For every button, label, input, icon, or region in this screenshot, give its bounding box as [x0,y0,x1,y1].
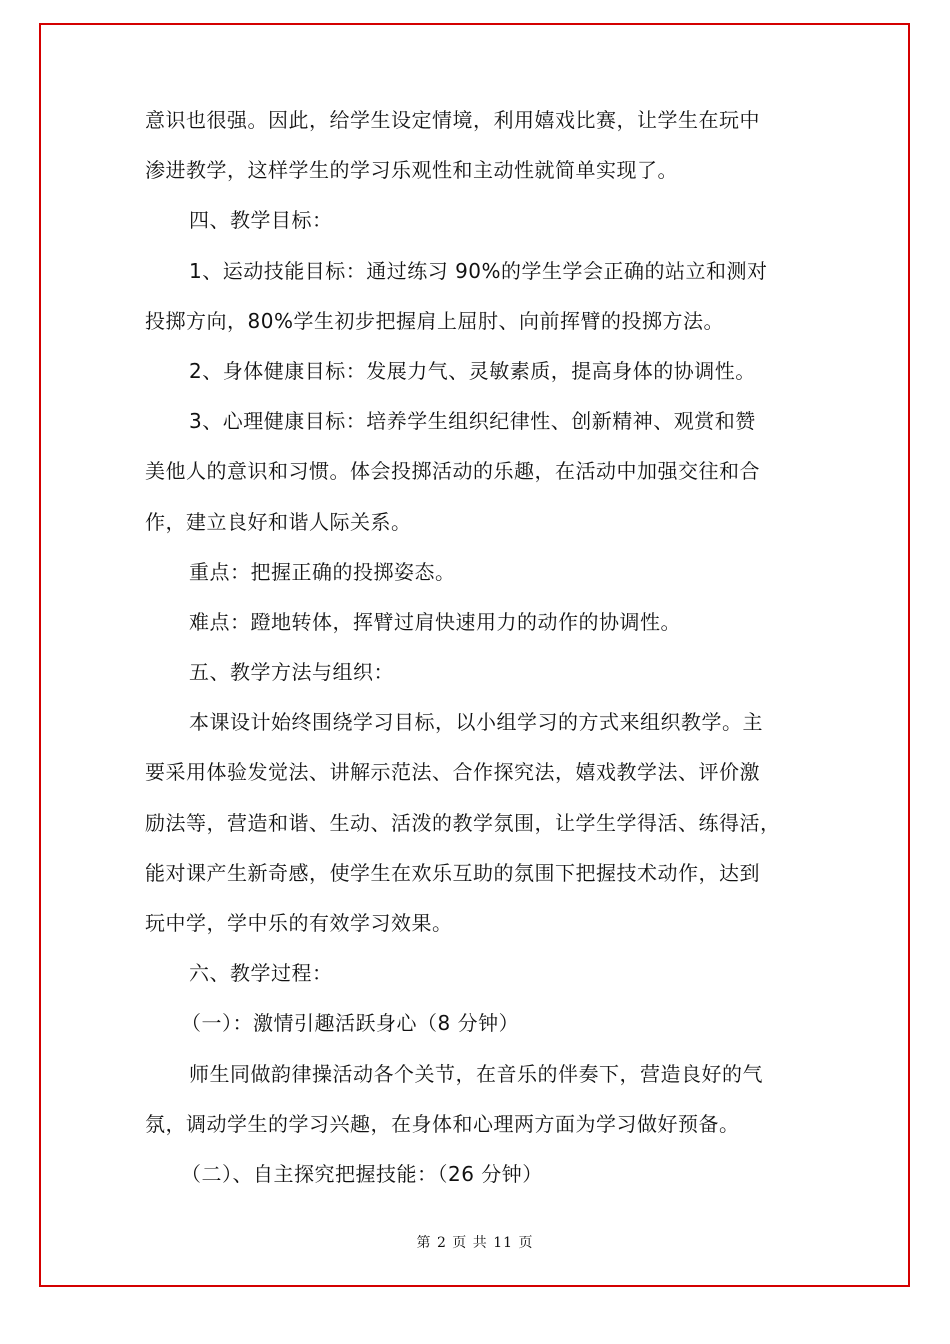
paragraph-line: 难点：蹬地转体，挥臂过肩快速用力的动作的协调性。 [189,609,681,634]
paragraph-line: 投掷方向，80%学生初步把握肩上屈肘、向前挥臂的投掷方法。 [145,308,724,333]
document-body [145,95,825,1199]
paragraph-line: 氛，调动学生的学习兴趣，在身体和心理两方面为学习做好预备。 [145,1111,740,1136]
paragraph-line: 能对课产生新奇感，使学生在欢乐互助的氛围下把握技术动作，达到 [145,860,760,885]
paragraph-line: 励法等，营造和谐、生动、活泼的教学氛围，让学生学得活、练得活， [145,810,781,835]
paragraph-line: 作，建立良好和谐人际关系。 [145,509,412,534]
section-heading: 四、教学目标： [189,208,333,233]
paragraph-line: 重点：把握正确的投掷姿态。 [189,559,456,584]
paragraph-line: 师生同做韵律操活动各个关节，在音乐的伴奏下，营造良好的气 [189,1061,763,1086]
paragraph-line: 意识也很强。因此，给学生设定情境，利用嬉戏比赛，让学生在玩中 [145,108,760,132]
paragraph-line: 2、身体健康目标：发展力气、灵敏素质，提高身体的协调性。 [189,358,756,383]
paragraph-line: 本课设计始终围绕学习目标，以小组学习的方式来组织教学。主 [189,710,763,735]
paragraph-line: 美他人的意识和习惯。体会投掷活动的乐趣，在活动中加强交往和合 [145,459,760,484]
page-number-footer: 第 2 页 共 11 页 [416,1235,534,1251]
paragraph-line: 渗进教学，这样学生的学习乐观性和主动性就简单实现了。 [145,158,678,183]
subsection-heading: （一）：激情引趣活跃身心（8 分钟） [181,1011,520,1036]
subsection-heading: （二）、自主探究把握技能：（26 分钟） [181,1161,543,1186]
paragraph-line: 要采用体验发觉法、讲解示范法、合作探究法，嬉戏教学法、评价激 [145,760,760,785]
section-heading: 六、教学过程： [189,961,333,986]
paragraph-line: 1、运动技能目标：通过练习 90%的学生学会正确的站立和测对 [189,258,768,283]
paragraph-line: 玩中学，学中乐的有效学习效果。 [145,911,453,935]
paragraph-line: 3、心理健康目标：培养学生组织纪律性、创新精神、观赏和赞 [189,409,756,434]
section-heading: 五、教学方法与组织： [189,660,394,685]
